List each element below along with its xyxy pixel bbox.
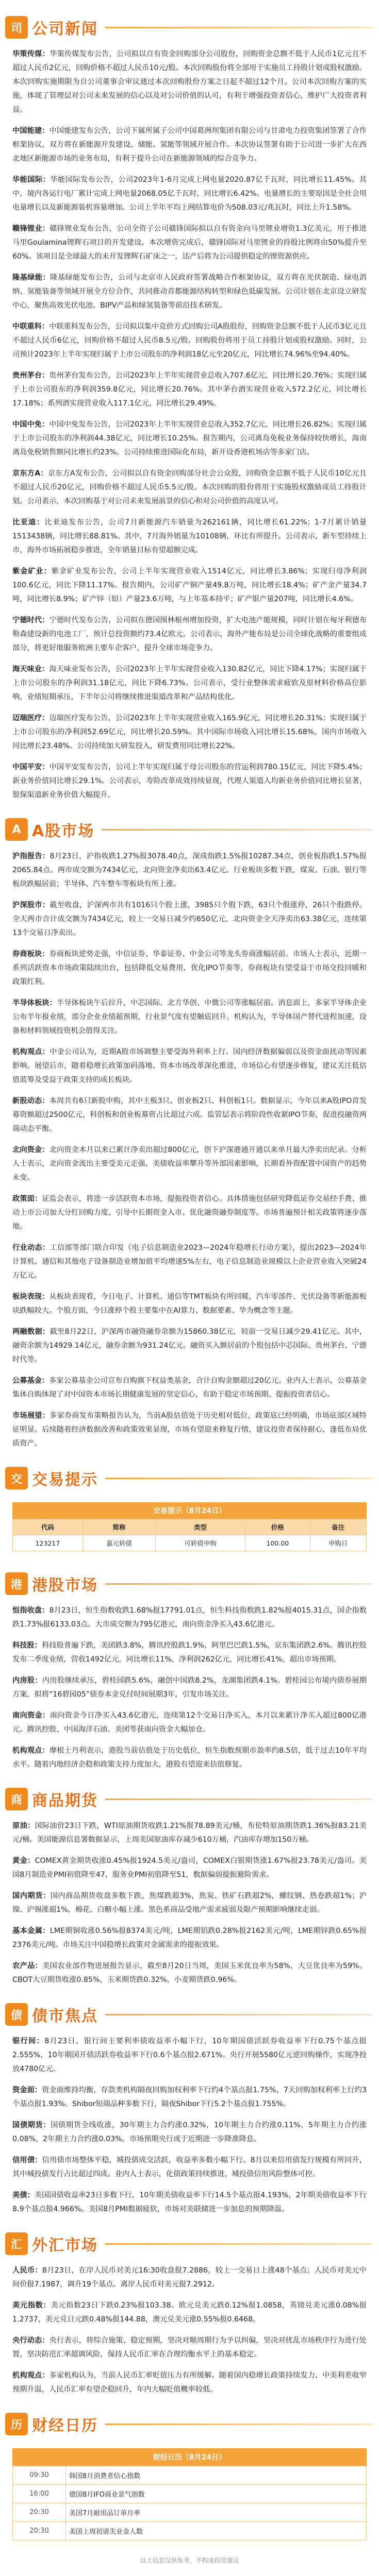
news-item-lead: 美元指数：	[12, 2301, 51, 2310]
news-item	[12, 222, 367, 264]
news-item-text: 国际油价23日下跌，WTI原油期货收跌1.21%报78.89美元/桶，布伦特原油期货跌1.36%报83.21美元/桶。美国能源信息署数据显示，上周美国原油库存减少610万桶，汽油库存增加150万桶。	[12, 1822, 367, 1844]
news-item-text: 隆基绿能发布公告，公司与北京市人民政府签署战略合作框架协议，双方将在光伏制造、绿电消纳、氢能装备等领域开展全方位合作，共同推动首都能源结构转型和绿色低碳发展。公司计划在北京设立研发中心，聚焦高效光伏电池、BIPV产品和绿氢装备等前沿技术研发。	[12, 274, 367, 310]
news-item-text: 宁德时代发布公告，公司拟在德国图林根州增加投资，扩大电池产能规模，同时计划在匈牙利德布勒森建设新的电池工厂，预计总投资额约73.4亿欧元。公司表示，海外产能布局是公司全球化战略的重要组成部分，将更好地服务欧洲主要车企客户，提升全球市场竞争力。	[12, 616, 367, 652]
section-header-fx	[0, 2224, 379, 2264]
section-divider	[105, 1799, 373, 1800]
news-item-lead: 中联重科：	[12, 323, 50, 331]
news-item	[12, 1325, 367, 1367]
news-item	[12, 124, 367, 166]
news-item-text: 赣锋锂业发布公告，公司全资子公司赣锋国际拟以自有资金向马里锂业增资1.3亿美元，用于推进马里Goulamina锂辉石项目的开发建设。本次增资完成后，赣锋国际对马里锂业的持股比例将由50%提升至60%。该项目是全球最大的未开发锂辉石矿床之一，达产后将为公司提供稳定的锂资源供应。	[12, 225, 367, 261]
news-item-lead: 基本金属：	[12, 1927, 50, 1935]
trade-table-title: 交易提示（8月24日）	[12, 1502, 367, 1519]
section-divider	[105, 2014, 373, 2015]
calendar-row	[13, 2485, 367, 2503]
news-item-lead: 隆基绿能：	[12, 274, 51, 282]
news-item-lead: 中国平安：	[12, 763, 50, 771]
news-item	[12, 1290, 367, 1318]
news-item	[12, 663, 367, 704]
news-item	[12, 1143, 367, 1185]
trade-table-header	[13, 1519, 367, 1535]
section-header-calendar	[0, 2404, 379, 2444]
trade-col-header: 代码	[13, 1519, 83, 1535]
news-item-lead: 海天味业：	[12, 665, 50, 673]
news-item	[12, 1192, 367, 1234]
news-item-lead: 机构观点：	[12, 1747, 50, 1755]
news-item	[12, 271, 367, 313]
news-item-lead: 银行间：	[12, 2037, 45, 2045]
news-item-text: 科技股普遍下跌，美团跌3.8%，腾讯控股跌1.9%，阿里巴巴跌1.5%，京东集团跌2.6%。腾讯控股发布二季度业绩，营收1492亿元，同比增长11%，净利润262亿元，同比增长41%，超出市场预期。	[12, 1641, 367, 1664]
news-item-lead: 赣锋锂业：	[12, 225, 50, 233]
section-title: 外汇市场	[32, 2236, 98, 2255]
company-news-list	[0, 47, 379, 802]
news-item	[12, 2189, 367, 2216]
news-item-lead: 半导体板块：	[12, 999, 57, 1007]
news-item-text: 截至8月22日，沪深两市融资融券余额为15860.38亿元，较前一交易日减少29.41亿元。其中，融资余额为14929.14亿元，融券余额为931.24亿元。融资买入额居前的个股包括中芯国际、贵州茅台、宁德时代等。	[12, 1328, 367, 1364]
news-item-text: 本周共有6只新股申购，其中主板3只、创业板2只、科创板1只。数据显示，今年以来A股IPO首发募资额超过2500亿元，科创板和创业板募资占比超过六成。监管层表示将阶段性收紧IPO节奏，促进投融资两端动态平衡。	[12, 1097, 367, 1133]
news-item	[12, 369, 367, 411]
news-item-text: LME期铜收涨0.56%报8374美元/吨，LME期铝跌0.28%报2162美元/吨，LME期锌跌0.65%报2376美元/吨。市场关注中国稳增长政策对金属需求的提振效果。	[12, 1927, 367, 1949]
calendar-time: 09:30	[13, 2466, 66, 2485]
news-item-lead: 京东方A：	[12, 469, 48, 478]
news-item-text: 资金面维持均衡，存款类机构隔夜回购加权利率下行约4个基点报1.75%，7天回购加权利率上行约3个基点报1.93%。Shibor短端品种多数下行，隔夜Shibor下行5.2个基点报1.755%。	[12, 2086, 367, 2108]
news-item-text: 证监会表示，将进一步活跃资本市场，提振投资者信心。具体措施包括研究降低证券交易经手费、推动上市公司加大分红回购力度、引导中长期资金入市、优化融资融券制度等。市场普遍预计相关政策将逐步落地。	[12, 1195, 367, 1231]
calendar-event: 美国7月耐用品订单月率	[66, 2503, 367, 2522]
news-item	[12, 1924, 367, 1952]
news-item	[12, 1639, 367, 1667]
news-item	[12, 1709, 367, 1737]
section-icon: 港	[5, 1572, 28, 1595]
section-divider	[102, 829, 373, 831]
section-icon: 司	[5, 16, 28, 39]
news-item-text: 8月23日，在岸人民币对美元16:30收盘报7.2886，较上一交易日上涨48个基点；人民币对美元中间价报7.1987，调升19个基点。离岸人民币对美元报7.2912。	[12, 2266, 367, 2289]
news-item-lead: 黄金：	[12, 1857, 35, 1865]
news-item	[12, 1959, 367, 1987]
news-item	[12, 1241, 367, 1283]
section-icon: A	[5, 818, 28, 841]
section-icon: 历	[5, 2413, 28, 2435]
section-title: 公司新闻	[32, 20, 98, 38]
news-item-lead: 科技股：	[12, 1641, 42, 1650]
news-item-lead: 券商板块：	[12, 950, 50, 958]
news-item-lead: 北向资金：	[12, 1146, 50, 1154]
news-item-text: 8月23日，恒生指数收跌1.68%报17791.01点，恒生科技指数跌1.82%报4015.31点，国企指数跌1.73%报6133.03点。大市成交额为795亿港元，南向资金净买入43.6亿港元。	[12, 1606, 367, 1629]
news-item-lead: 国债期货：	[12, 2121, 51, 2129]
section-title: 商品期货	[32, 1792, 98, 1810]
news-item-text: 国债期货全线收涨，30年期主力合约涨0.32%，10年期主力合约涨0.11%，5年期主力合约涨0.08%，2年期主力合约涨0.03%。市场预期央行或于近期进一步降准降息。	[12, 2121, 367, 2143]
section-header-company	[0, 7, 379, 47]
news-item	[12, 2154, 367, 2181]
section-title: 债市焦点	[32, 2007, 98, 2025]
news-item	[12, 565, 367, 606]
calendar-time: 20:30	[13, 2522, 66, 2540]
section-divider	[105, 1583, 373, 1585]
news-item-lead: 资金面：	[12, 2086, 42, 2094]
news-item	[12, 899, 367, 940]
news-item-lead: 央行动态：	[12, 2336, 50, 2345]
calendar-time: 20:30	[13, 2503, 66, 2522]
hk-news-list	[0, 1604, 379, 1772]
news-item-lead: 比亚迪：	[12, 518, 45, 527]
calendar-title: 财经日历（8月24日）	[12, 2448, 367, 2466]
calendar-row	[13, 2466, 367, 2485]
bond-news-list	[0, 2035, 379, 2216]
news-item	[12, 1374, 367, 1402]
section-title: 港股市场	[32, 1577, 98, 1595]
trade-col-header: 简称	[83, 1519, 156, 1535]
news-item-text: 海天味业发布公告，公司2023年上半年实现营业收入130.82亿元，同比下降4.17%；实现归属于上市公司股东的净利润31.18亿元，同比下降6.73%。公司表示，受行业整体需求疲软及原材料价格高位影响，业绩短期承压，下半年公司将继续推进渠道改革和产品结构优化。	[12, 665, 367, 701]
page	[0, 7, 379, 2576]
news-item-text: 比亚迪发布公告，公司7月新能源汽车销量为262161辆，同比增长61.22%；1-7月累计销量1513438辆，同比增长88.81%。其中，7月海外销量为10108辆，环比有所提升。公司表示，新车型持续上市，海外市场拓展稳步推进，全年销量目标有望超额完成。	[12, 518, 367, 554]
news-item-lead: 信用债：	[12, 2156, 42, 2164]
news-item-lead: 南向资金：	[12, 1711, 50, 1720]
news-item-text: 美国国债收益率23日多数下行，10年期美债收益率下行14.5个基点报4.193%，2年期美债收益率下行8.9个基点报4.966%。美国8月PMI数据疲软，市场对美联储进一步加息的预期降温。	[12, 2191, 367, 2213]
section-header-ashare	[0, 809, 379, 850]
calendar-event: 韩国8月消费者信心指数	[66, 2466, 367, 2485]
news-item-text: 美元指数23日下跌0.23%报103.38。欧元兑美元跌0.12%报1.0858，英镑兑美元涨0.08%报1.2737，美元兑日元跌0.48%报144.88，澳元兑美元涨0.55%报0.6468。	[12, 2301, 367, 2324]
news-item-lead: 人民币：	[12, 2266, 42, 2275]
news-item-lead: 宁德时代：	[12, 616, 50, 624]
news-item	[12, 996, 367, 1038]
news-item-lead: 华策传媒：	[12, 50, 50, 58]
section-divider	[105, 2243, 373, 2245]
news-item-text: 国内商品期货收盘多数下跌，焦煤跌超3%，焦炭、铁矿石跌超2%，螺纹钢、热卷跌超1%；沪镍、沪锡涨超1%，棉花、白糖小幅上涨。黑色系商品受地产需求疲弱及限产预期影响继续走弱。	[12, 1892, 367, 1914]
trade-table-wrapper	[0, 1498, 379, 1556]
news-item	[12, 320, 367, 362]
news-item-lead: 国内期货：	[12, 1892, 51, 1900]
news-item-lead: 沪指报告：	[12, 852, 50, 860]
calendar-table	[12, 2466, 367, 2540]
calendar-row	[13, 2503, 367, 2522]
trade-cell: 123217	[13, 1535, 83, 1551]
news-item-text: 券商板块逆势走强，中信证券、华泰证券、中金公司等龙头券商涨幅居前。市场人士表示，近期一系列活跃资本市场政策陆续出台，包括降低交易费用、优化IPO节奏等，券商板块有望受益于市场交投回暖和政策红利。	[12, 950, 367, 986]
trade-cell: 嘉元转债	[83, 1535, 156, 1551]
news-item-lead: 美债：	[12, 2191, 35, 2199]
news-item-text: 贵州茅台发布公告，公司2023年上半年实现营业总收入707.6亿元，同比增长20.76%；实现归属于上市公司股东的净利润359.8亿元，同比增长20.76%。其中茅台酒实现营业收入572.2亿元，同比增长17.18%；系列酒实现营业收入117.1亿元，同比增长29.49%。	[12, 371, 367, 408]
section-divider	[105, 27, 373, 28]
commodity-news-list	[0, 1819, 379, 1987]
trade-col-header: 类型	[156, 1519, 245, 1535]
news-item	[12, 1854, 367, 1882]
news-item-text: 信用债市场整体平稳，城投债成交活跃，收益率多数小幅下行。8月以来信用债发行规模有所回升，其中城投债发行占比超过四成。业内人士表示，化债政策持续推进，城投债信用风险整体可控。	[12, 2156, 367, 2178]
news-item-lead: 板块表现：	[12, 1293, 50, 1301]
news-item	[12, 2334, 367, 2362]
news-item-lead: 农产品：	[12, 1962, 43, 1970]
news-item-lead: 两融数据：	[12, 1328, 50, 1336]
news-item-lead: 公募基金：	[12, 1377, 50, 1385]
news-item-lead: 中国能建：	[12, 127, 50, 135]
news-item-text: 摩根士丹利表示，港股当前估值处于历史低位，恒生指数预期市盈率约8.5倍，低于过去10年平均水平。随着内地经济企稳和政策支持力度加大，港股有望迎来估值修复。	[12, 1747, 367, 1769]
news-item	[12, 2119, 367, 2146]
news-item-text: 迈瑞医疗发布公告，公司2023年上半年实现营业收入165.9亿元，同比增长20.31%；实现归属于上市公司股东的净利润52.69亿元，同比增长20.59%。其中国际市场收入同比增长15.68%，国内市场收入同比增长23.48%。公司持续加大研发投入，研发费用同比增长22%。	[12, 714, 367, 750]
news-item	[12, 1045, 367, 1087]
news-item	[12, 2264, 367, 2292]
calendar-event: 德国8月IFO商业景气指数	[66, 2485, 367, 2503]
news-item	[12, 2035, 367, 2076]
section-icon: 债	[5, 2003, 28, 2026]
section-icon: 汇	[5, 2232, 28, 2255]
news-item	[12, 2299, 367, 2327]
news-item	[12, 760, 367, 802]
news-item-lead: 恒指收盘：	[12, 1606, 50, 1615]
news-item	[12, 2083, 367, 2111]
news-item-text: 内房股继续承压，碧桂园跌5.6%，融创中国跌8.2%，龙湖集团跌4.1%。碧桂园公布境内债券展期方案，拟将“16碧园05”债券本金兑付时间展期3年，引发市场关注。	[12, 1676, 367, 1699]
calendar-time: 16:00	[13, 2485, 66, 2503]
fx-news-list	[0, 2264, 379, 2397]
calendar-row	[13, 2522, 367, 2540]
news-item	[12, 1094, 367, 1136]
news-item-text: COMEX黄金期货收涨0.45%报1924.5美元/盎司，COMEX白银期货涨1.67%报23.78美元/盎司。美国8月制造业PMI初值降至47，服务业PMI初值降至51，数据偏弱提振避险需求。	[12, 1857, 367, 1879]
news-item	[12, 467, 367, 509]
footer-note: 以上信息仅供参考，不构成投资建议	[140, 2557, 239, 2564]
section-header-hk	[0, 1564, 379, 1604]
section-title: 财经日历	[32, 2417, 98, 2435]
news-item-lead: 紫金矿业：	[12, 567, 52, 575]
news-item	[12, 1604, 367, 1632]
news-item	[12, 711, 367, 753]
section-icon: 商	[5, 1788, 28, 1810]
trade-table	[12, 1519, 367, 1551]
news-item-text: 美国农业部作物进展报告显示，截至8月20日当周，美国玉米优良率为58%，大豆优良率为59%。CBOT大豆期货收涨0.85%，玉米期货跌0.32%，小麦期货跌0.96%。	[12, 1962, 367, 1984]
news-item-lead: 中国中免：	[12, 420, 50, 429]
trade-cell: 100.00	[245, 1535, 310, 1551]
news-item-text: 南向资金今日净买入43.6亿港元，连续第12个交易日净买入，本月以来累计净买入超过800亿港元。腾讯控股、中国海洋石油、美团等获南向资金大幅加仓。	[12, 1711, 367, 1734]
trade-cell: 申购日	[310, 1535, 366, 1551]
news-item	[12, 2369, 367, 2397]
news-item	[12, 1409, 367, 1451]
news-item-lead: 原油：	[12, 1822, 35, 1830]
news-item-text: 中国能建发布公告，公司下属所属子公司中国葛洲坝集团有限公司与甘肃电力投资集团签署了合作框架协议，双方将在新能源开发建设、储能、氢能等领域开展合作。本次协议签署有助于公司进一步扩大在西北地区新能源市场的业务布局，有利于提升公司在新能源领域的综合竞争力。	[12, 127, 367, 163]
news-item-lead: 新股动态：	[12, 1097, 50, 1105]
news-item-text: 多家券商发布策略报告认为，当前A股估值处于历史相对低位，政策底已经明确，市场底部区域特征明显。后续随着经济数据改善和政策效果显现，市场有望迎来修复行情，建议投资者保持耐心，逢低布局优质资产。	[12, 1412, 367, 1448]
news-item-lead: 政策面：	[12, 1195, 42, 1203]
trade-row	[13, 1535, 367, 1551]
news-item-text: 半导体板块午后拉升，中芯国际、北方华创、中微公司等涨幅居前。消息面上，多家半导体企业公布半年报业绩，部分企业业绩超预期，行业景气度有望触底回升。机构认为，半导体国产替代进程加速，设备和材料领域投资机会值得关注。	[12, 999, 367, 1035]
news-item-lead: 沪深股市：	[12, 901, 50, 909]
news-item	[12, 47, 367, 117]
news-item-lead: 贵州茅台：	[12, 371, 50, 380]
section-title: 交易提示	[32, 1471, 98, 1489]
section-header-bond	[0, 1994, 379, 2035]
news-item-text: 中国平安发布公告，公司上半年实现归属于母公司股东的营运利润780.15亿元，同比下降5.4%；新业务价值同比增长29.1%。公司表示，寿险改革成效持续显现，代理人渠道人均新业务价值同比增长显著，银保渠道新业务价值大幅提升。	[12, 763, 367, 799]
news-item-text: 中金公司认为，近期A股市场调整主要受海外利率上行、国内经济数据偏弱以及资金面扰动等因素影响。展望后市，随着稳增长政策加码落地、资本市场改革深化推进，市场信心有望逐步修复，建议关注低估值蓝筹及受益于政策支持的成长板块。	[12, 1048, 367, 1084]
news-item-text: 北向资金本月以来已累计净卖出超过800亿元，创下沪深港通开通以来单月最大净卖出纪录。分析人士表示，北向资金流出主要受美元走强、美债收益率攀升等外部因素影响，长期看外资配置中国资产的趋势未变。	[12, 1146, 367, 1182]
news-item-text: 截至收盘，沪深两市共有1016只个股上涨，3985只个股下跌，63只个股涨停，26只个股跌停。全天两市合计成交额为7434亿元，较上一交易日减少约650亿元，北向资金全天净卖出63.38亿元，连续第13个交易日净卖出。	[12, 901, 367, 937]
news-item-text: 华策传媒发布公告，公司拟以自有资金回购部分公司股份，回购资金总额不低于人民币1亿元且不超过人民币2亿元，回购价格不超过人民币10元/股。本次回购股份将全部用于实施员工持股计划或股权激励。本次回购实施期限为自公司董事会审议通过本次回购股份方案之日起不超过12个月。公司本次回购方案的实施，体现了管理层对公司未来发展的信心以及对公司价值的认可，有利于增强投资者信心，维护广大投资者利益。	[12, 50, 367, 114]
news-item	[12, 1889, 367, 1917]
section-title: A股市场	[32, 822, 95, 840]
trade-col-header: 价格	[245, 1519, 310, 1535]
news-item	[12, 614, 367, 655]
news-item-text: 多家机构认为，当前人民币汇率贬值压力有所缓解。随着国内稳增长政策持续发力、中美利差收窄预期升温，人民币汇率有望企稳回升，年内大幅贬值概率较低。	[12, 2371, 367, 2394]
calendar-wrapper	[0, 2444, 379, 2551]
news-item-lead: 市场展望：	[12, 1412, 50, 1420]
ashare-news-list	[0, 850, 379, 1451]
news-item	[12, 1744, 367, 1772]
news-item-text: 京东方A发布公告，公司拟以自有资金回购部分社会公众股，回购资金总额不低于人民币10亿元且不超过人民币20亿元，回购价格不超过人民币5.5元/股。本次回购的股份将用于实施股权激励或员工持股计划。公司表示，本次回购基于对公司未来发展前景的信心和对公司价值的高度认可。	[12, 469, 367, 505]
trade-col-header: 备注	[310, 1519, 366, 1535]
news-item-text: 工信部等部门联合印发《电子信息制造业2023—2024年稳增长行动方案》，提出2023—2024年计算机、通信和其他电子设备制造业增加值平均增速5%左右，电子信息制造业规模以上企业营业收入突破24万亿元。	[12, 1244, 367, 1280]
news-item	[12, 516, 367, 557]
news-item-lead: 机构观点：	[12, 1048, 50, 1056]
trade-cell: 可转债申购	[156, 1535, 245, 1551]
news-item	[12, 1819, 367, 1847]
news-item-lead: 迈瑞医疗：	[12, 714, 50, 722]
news-item-text: 中联重科发布公告，公司拟以集中竞价方式回购公司A股股份，回购资金总额不低于人民币3亿元且不超过人民币6亿元，回购价格不超过人民币8.5元/股。回购股份将用于员工持股计划或股权激励。同时，公司预计2023年上半年实现归属于上市公司股东的净利润18亿元至20亿元，同比增长74.96%至94.40%。	[12, 323, 367, 359]
news-item-text: 8月23日，沪指收跌1.27%报3078.40点，深成指跌1.5%报10287.34点，创业板指跌1.57%报2065.84点。两市成交额为7434亿元，北向资金净卖出63.4亿元。行业板块多数下跌，煤炭、石油、银行等板块跌幅居前；半导体、汽车整车等板块有所上涨。	[12, 852, 367, 888]
news-item-lead: 内房股：	[12, 1676, 42, 1685]
section-divider	[105, 2424, 373, 2425]
news-item-text: 多家公募基金公司宣布自购旗下权益类基金，合计自购金额超过20亿元。业内人士表示，公募基金集体自购体现了对中国资本市场长期健康发展的坚定信心，有助于稳定市场预期、提振投资者信心。	[12, 1377, 367, 1399]
section-header-commodity	[0, 1779, 379, 1819]
news-item-text: 央行表示，将综合施策、稳定预期，坚决对顺周期行为予以纠偏，坚决对扰乱市场秩序行为进行处置，坚决防范汇率超调风险，保持人民币汇率在合理均衡水平上的基本稳定。	[12, 2336, 367, 2359]
news-item	[12, 850, 367, 891]
news-item	[12, 418, 367, 460]
section-divider	[105, 1478, 373, 1479]
news-item	[12, 1674, 367, 1702]
news-item-text: 华能国际发布公告，公司2023年1-6月完成上网电量2020.87亿千瓦时，同比增长11.45%。其中，境内各运行电厂累计完成上网电量2068.05亿千瓦时，同比增长6.42%。电量增长的主要原因是全社会用电量增长以及新能源装机容量增加。公司上半年平均上网结算电价为508.03元/兆瓦时，同比上升1.58%。	[12, 176, 367, 212]
news-item-lead: 华能国际：	[12, 176, 51, 184]
news-item-text: 紫金矿业发布公告，公司上半年实现营业收入1514亿元，同比增长3.86%；实现归母净利润100.6亿元，同比下降11.17%。报告期内，公司矿产铜产量49.8万吨，同比增长18.4%；矿产金产量34.7吨，同比增长8.9%；矿产锌（铅）产量23.6万吨，与上年基本持平；矿产银产量207吨，同比增长4.6%。	[12, 567, 367, 603]
news-item-text: 中国中免发布公告，公司2023年上半年实现营业总收入352.7亿元，同比增长26.82%；实现归属于上市公司股东的净利润44.38亿元，同比增长10.25%。报告期内，公司离岛免税业务保持较快增长，海南离岛免税销售额同比增长约23%。公司持续推进国际化布局，新开设香港机场店等多家门店。	[12, 420, 367, 456]
section-header-trade	[0, 1458, 379, 1498]
news-item-lead: 机构观点：	[12, 2371, 50, 2380]
news-item-text: 从板块表现看，今日电子、计算机、通信等TMT板块有所回暖，汽车零部件、光伏设备等新能源板块跌幅较大。个股方面，今日涨停个股主要集中在AI算力、数据要素、华为概念等主题。	[12, 1293, 367, 1315]
news-item	[12, 173, 367, 215]
news-item-text: 8月23日，银行间主要利率债收益率小幅下行，10年期国债活跃券收益率下行0.75个基点报2.555%，10年期国开债活跃券收益率下行0.6个基点报2.671%。央行开展5580亿元逆回购操作，实现净投放4780亿元。	[12, 2037, 367, 2073]
news-item	[12, 947, 367, 989]
calendar-event: 美国上周初请失业金人数	[66, 2522, 367, 2540]
news-item-lead: 行业动态：	[12, 1244, 50, 1252]
section-icon: 交	[5, 1467, 28, 1489]
